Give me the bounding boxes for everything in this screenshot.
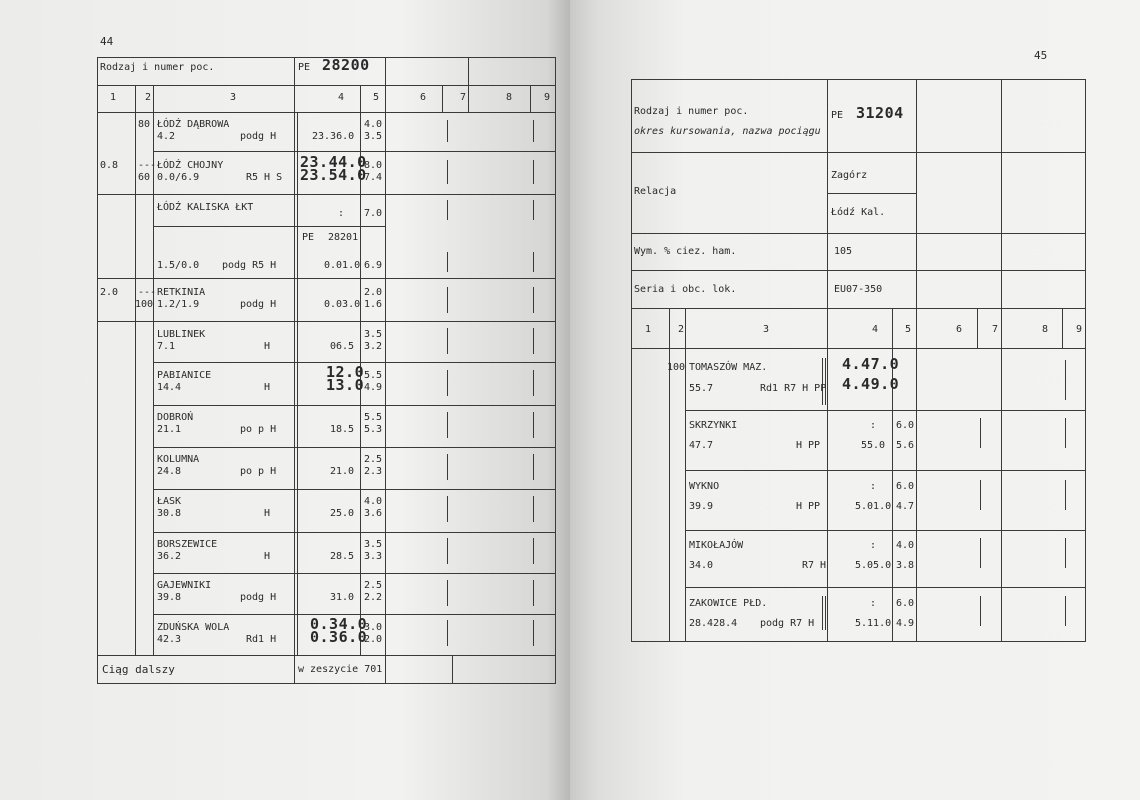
- run-time-1: 6.9: [364, 260, 383, 271]
- run-time-2: 4.9: [896, 618, 915, 629]
- run-time-2: 1.6: [364, 299, 383, 310]
- station-marks: podg H: [240, 592, 277, 603]
- run-time-1: 2.0: [364, 287, 383, 298]
- station-name: ŁÓDŹ KALISKA ŁKT: [157, 202, 254, 213]
- run-time-1: 4.0: [364, 119, 383, 130]
- station-name: BORSZEWICE: [157, 539, 218, 550]
- station-name: ZAKOWICE PŁD.: [689, 598, 768, 609]
- header-sublabel: okres kursowania, nazwa pociągu: [634, 126, 821, 137]
- station-km: 30.8: [157, 508, 182, 519]
- station-marks: H: [264, 341, 271, 352]
- col-header-3: 3: [230, 92, 237, 103]
- run-time-2: 2.3: [364, 466, 383, 477]
- run-time-2: 3.6: [364, 508, 383, 519]
- run-time-1: 2.5: [364, 454, 383, 465]
- run-time-1: 6.0: [896, 598, 915, 609]
- col-header-2: 2: [678, 324, 685, 335]
- col-header-3: 3: [763, 324, 770, 335]
- run-time-1: 6.0: [896, 481, 915, 492]
- loco-value: EU07-350: [834, 284, 883, 295]
- col-header-7: 7: [460, 92, 467, 103]
- station-km: 4.2: [157, 131, 176, 142]
- col-header-7: 7: [992, 324, 999, 335]
- station-km: 36.2: [157, 551, 182, 562]
- station-km: 39.9: [689, 501, 714, 512]
- weight-label: Wym. % ciez. ham.: [634, 246, 737, 257]
- station-marks: podg R5 H: [222, 260, 277, 271]
- run-time-1: 5.5: [364, 370, 383, 381]
- station-km: 55.7: [689, 383, 714, 394]
- departure-time: 5.05.0: [855, 560, 892, 571]
- speed: 100: [135, 299, 154, 310]
- station-marks: H: [264, 508, 271, 519]
- station-km: 24.8: [157, 466, 182, 477]
- run-time-2: 2.2: [364, 592, 383, 603]
- col-header-2: 2: [145, 92, 152, 103]
- km-offset: 0.8: [100, 160, 119, 171]
- dash-mark: ---: [138, 287, 157, 298]
- train-type: PE: [831, 110, 844, 121]
- run-time-1: 3.5: [364, 329, 383, 340]
- station-name: ŁÓDŹ DĄBROWA: [157, 119, 230, 130]
- run-time-2: 3.2: [364, 341, 383, 352]
- header-label: Rodzaj i numer poc.: [634, 106, 749, 117]
- station-name: RETKINIA: [157, 287, 206, 298]
- dots: :: [870, 481, 877, 492]
- departure-time: 0.01.0: [324, 260, 361, 271]
- run-time-2: 5.6: [896, 440, 915, 451]
- run-time-1: 3.0: [364, 622, 383, 633]
- arrival-time: 23.44.0: [300, 153, 367, 171]
- departure-time: 21.0: [330, 466, 355, 477]
- dash-mark: ---: [138, 160, 157, 171]
- col-header-4: 4: [872, 324, 879, 335]
- station-name: ŁÓDŹ CHOJNY: [157, 160, 224, 171]
- departure-time: 18.5: [330, 424, 355, 435]
- speed: 100: [667, 362, 686, 373]
- departure-time: 5.01.0: [855, 501, 892, 512]
- station-km: 39.8: [157, 592, 182, 603]
- departure-time: 4.49.0: [842, 375, 900, 393]
- station-name: TOMASZÓW MAZ.: [689, 362, 768, 373]
- run-time-1: 4.0: [364, 496, 383, 507]
- station-name: ŁASK: [157, 496, 182, 507]
- departure-time: 28.5: [330, 551, 355, 562]
- station-marks: R7 H: [802, 560, 827, 571]
- dots: :: [338, 208, 345, 219]
- page-number: 45: [1034, 49, 1048, 62]
- departure-time: 25.0: [330, 508, 355, 519]
- col-header-9: 9: [1076, 324, 1083, 335]
- station-marks: H: [264, 382, 271, 393]
- station-name: PABIANICE: [157, 370, 212, 381]
- col-header-9: 9: [544, 92, 551, 103]
- station-km: 7.1: [157, 341, 176, 352]
- train-number: 28200: [322, 56, 370, 74]
- station-name: GAJEWNIKI: [157, 580, 212, 591]
- station-km: 1.2/1.9: [157, 299, 200, 310]
- station-km: 34.0: [689, 560, 714, 571]
- col-header-5: 5: [905, 324, 912, 335]
- relation-from: Zagórz: [831, 170, 868, 181]
- col-header-6: 6: [956, 324, 963, 335]
- arrival-time: 4.47.0: [842, 355, 900, 373]
- train-number: 28201: [328, 232, 359, 243]
- departure-time: 0.36.0: [310, 628, 368, 646]
- station-km: 47.7: [689, 440, 714, 451]
- station-marks: R5 H S: [246, 172, 283, 183]
- run-time-2: 7.4: [364, 172, 383, 183]
- station-name: DOBROŃ: [157, 412, 194, 423]
- relation-to: Łódź Kal.: [831, 207, 886, 218]
- right-table-grid: [570, 0, 1140, 800]
- departure-time: 31.0: [330, 592, 355, 603]
- station-marks: H PP: [796, 501, 821, 512]
- run-time-1: 5.5: [364, 412, 383, 423]
- run-time-2: 2.0: [364, 634, 383, 645]
- run-time-1: 7.0: [364, 208, 383, 219]
- station-name: MIKOŁAJÓW: [689, 540, 744, 551]
- run-time-1: 2.5: [364, 580, 383, 591]
- arrival-time: 0.34.0: [310, 615, 368, 633]
- departure-time: 13.0: [326, 376, 365, 394]
- station-km: 42.3: [157, 634, 182, 645]
- speed: 60: [138, 172, 151, 183]
- station-name: SKRZYNKI: [689, 420, 738, 431]
- col-header-5: 5: [373, 92, 380, 103]
- dots: :: [870, 540, 877, 551]
- station-marks: Rd1 H: [246, 634, 277, 645]
- station-marks: podg R7 H: [760, 618, 815, 629]
- run-time-2: 3.3: [364, 551, 383, 562]
- station-km: 28.428.4: [689, 618, 738, 629]
- station-marks: H: [264, 551, 271, 562]
- station-marks: podg H: [240, 299, 277, 310]
- col-header-1: 1: [110, 92, 117, 103]
- loco-label: Seria i obc. lok.: [634, 284, 737, 295]
- continued-label: Ciąg dalszy: [102, 663, 175, 676]
- departure-time: 5.11.0: [855, 618, 892, 629]
- departure-time: 55.0: [861, 440, 886, 451]
- page-number: 44: [100, 35, 114, 48]
- station-km: 21.1: [157, 424, 182, 435]
- col-header-4: 4: [338, 92, 345, 103]
- station-km: 1.5/0.0: [157, 260, 200, 271]
- departure-time: 0.03.0: [324, 299, 361, 310]
- dots: :: [870, 420, 877, 431]
- run-time-2: 4.7: [896, 501, 915, 512]
- relation-label: Relacja: [634, 186, 677, 197]
- weight-value: 105: [834, 246, 853, 257]
- dots: :: [870, 598, 877, 609]
- station-marks: po p H: [240, 424, 277, 435]
- run-time-1: 6.0: [896, 420, 915, 431]
- col-header-8: 8: [1042, 324, 1049, 335]
- station-name: ZDUŃSKA WOLA: [157, 622, 230, 633]
- run-time-1: 8.0: [364, 160, 383, 171]
- departure-time: 23.54.0: [300, 166, 367, 184]
- train-type: PE: [298, 62, 311, 73]
- station-marks: po p H: [240, 466, 277, 477]
- col-header-1: 1: [645, 324, 652, 335]
- col-header-6: 6: [420, 92, 427, 103]
- header-label: Rodzaj i numer poc.: [100, 62, 215, 73]
- run-time-2: 3.8: [896, 560, 915, 571]
- km-offset: 2.0: [100, 287, 119, 298]
- right-page: [570, 0, 1140, 800]
- run-time-1: 4.0: [896, 540, 915, 551]
- station-km: 0.0/6.9: [157, 172, 200, 183]
- departure-time: 23.36.0: [312, 131, 355, 142]
- station-marks: H PP: [796, 440, 821, 451]
- run-time-1: 3.5: [364, 539, 383, 550]
- notebook-ref: w zeszycie 701: [298, 664, 383, 675]
- run-time-2: 3.5: [364, 131, 383, 142]
- train-type: PE: [302, 232, 315, 243]
- departure-time: 06.5: [330, 341, 355, 352]
- station-name: WYKNO: [689, 481, 720, 492]
- station-marks: podg H: [240, 131, 277, 142]
- station-km: 14.4: [157, 382, 182, 393]
- speed: 80: [138, 119, 151, 130]
- station-name: KOLUMNA: [157, 454, 200, 465]
- run-time-2: 5.3: [364, 424, 383, 435]
- train-number: 31204: [856, 104, 904, 122]
- station-name: LUBLINEK: [157, 329, 206, 340]
- station-marks: Rd1 R7 H PP: [760, 383, 827, 394]
- col-header-8: 8: [506, 92, 513, 103]
- run-time-2: 4.9: [364, 382, 383, 393]
- arrival-time: 12.0: [326, 363, 365, 381]
